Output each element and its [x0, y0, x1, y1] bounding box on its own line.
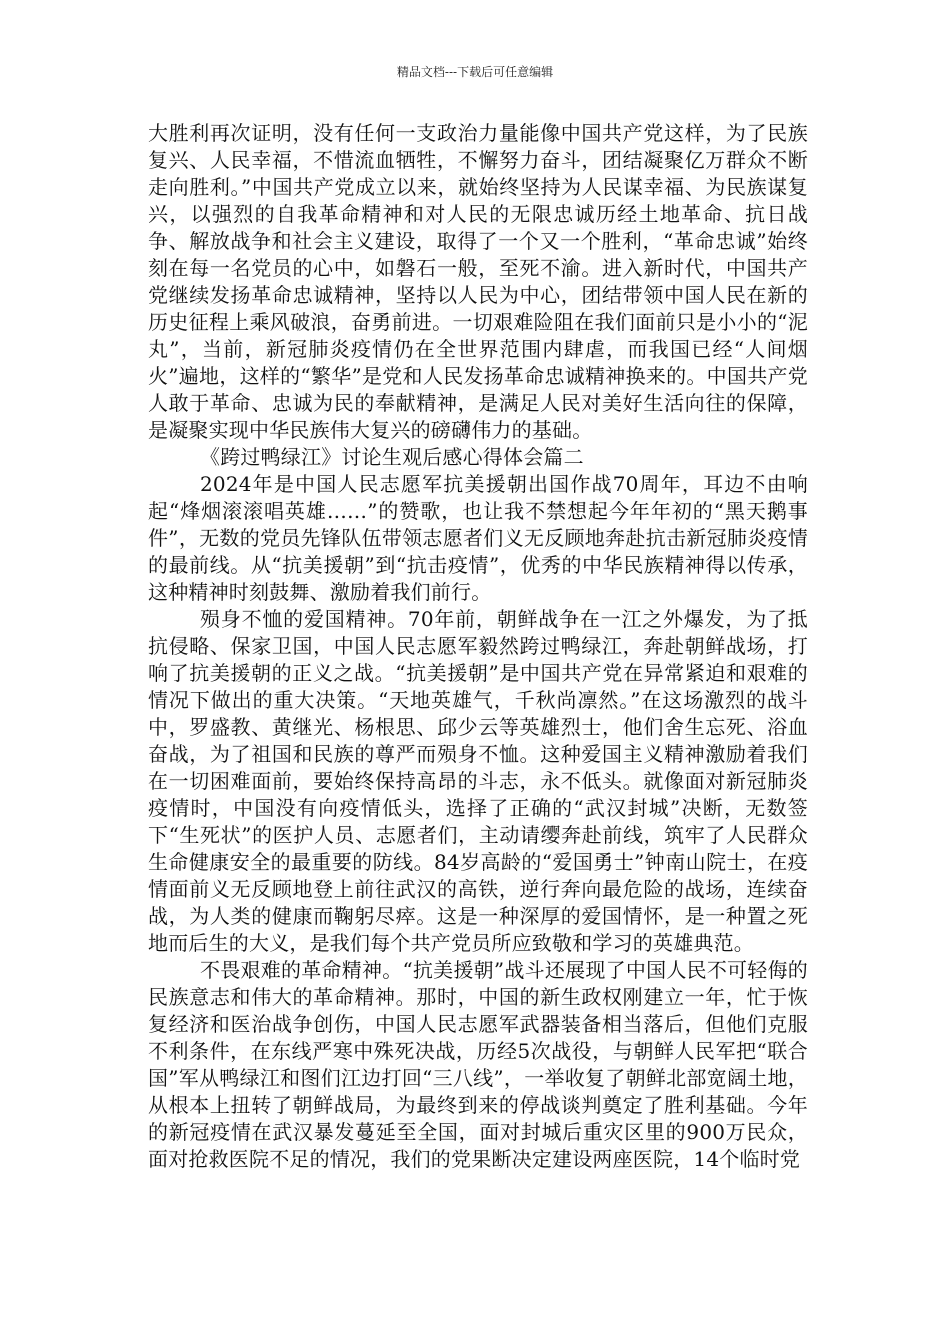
section-heading: 《跨过鸭绿江》讨论生观后感心得体会篇二 [200, 445, 584, 469]
paragraph-revolutionary-spirit: 不畏艰难的革命精神。“抗美援朝”战斗还展现了中国人民不可轻侮的民族意志和伟大的革命精神。那时，中国的新生政权刚建立一年，忙于恢复经济和医治战争创伤，中国人民志愿军武器装备相当落后，但他们克服不利条件，在东线严寒中殊死决战，历经5次战役，与朝鲜人民军把“联合国”军从鸭绿江和图们江边打回“三八线”，一举收复了朝鲜北部宽阔土地，从根本上扭转了朝鲜战局，为最终到来的停战谈判奠定了胜利基础。今年的新冠疫情在武汉暴发蔓延至全国，面对封城后重灾区里的900万民众，面对抢救医院不足的情况，我们的党果断决定建设两座医院，14个临时党 [148, 958, 808, 1171]
paragraph-continuation: 大胜利再次证明，没有任何一支政治力量能像中国共产党这样，为了民族复兴、人民幸福，不惜流血牺牲，不懈努力奋斗，团结凝聚亿万群众不断走向胜利。”中国共产党成立以来，就始终坚持为人民谋幸福、为民族谋复兴，以强烈的自我革命精神和对人民的无限忠诚历经土地革命、抗日战争、解放战争和社会主义建设，取得了一个又一个胜利，“革命忠诚”始终刻在每一名党员的心中，如磐石一般，至死不渝。进入新时代，中国共产党继续发扬革命忠诚精神，坚持以人民为中心，团结带领中国人民在新的历史征程上乘风破浪，奋勇前进。一切艰难险阻在我们面前只是小小的“泥丸”，当前，新冠肺炎疫情仍在全世界范围内肆虐，而我国已经“人间烟火”遍地，这样的“繁华”是党和人民发扬革命忠诚精神换来的。中国共产党人敢于革命、忠诚为民的奉献精神，是满足人民对美好生活向往的保障，是凝聚实现中华民族伟大复兴的磅礴伟力的基础。 [148, 121, 808, 442]
page-header: 精品文档---下载后可任意编辑 [396, 65, 554, 79]
document-body [148, 120, 808, 1173]
paragraph-patriotic-spirit: 殒身不恤的爱国精神。70年前，朝鲜战争在一江之外爆发，为了抵抗侵略、保家卫国，中国人民志愿军毅然跨过鸭绿江，奔赴朝鲜战场，打响了抗美援朝的正义之战。“抗美援朝”是中国共产党在异常紧迫和艰难的情况下做出的重大决策。“天地英雄气，千秋尚凛然。”在这场激烈的战斗中，罗盛教、黄继光、杨根思、邱少云等英雄烈士，他们舍生忘死、浴血奋战，为了祖国和民族的尊严而殒身不恤。这种爱国主义精神激励着我们在一切困难面前，要始终保持高昂的斗志，永不低头。就像面对新冠肺炎疫情时，中国没有向疫情低头，选择了正确的“武汉封城”决断，无数签下“生死状”的医护人员、志愿者们，主动请缨奔赴前线，筑牢了人民群众生命健康安全的最重要的防线。84岁高龄的“爱国勇士”钟南山院士，在疫情面前义无反顾地登上前往武汉的高铁，逆行奔向最危险的战场，连续奋战，为人类的健康而鞠躬尽瘁。这是一种深厚的爱国情怀，是一种置之死地而后生的大义，是我们每个共产党员所应致敬和学习的英雄典范。 [148, 607, 808, 955]
paragraph-intro: 2024年是中国人民志愿军抗美援朝出国作战70周年，耳边不由响起“烽烟滚滚唱英雄……”的赞歌，也让我不禁想起今年年初的“黑天鹅事件”，无数的党员先锋队伍带领志愿者们义无反顾地奔赴抗击新冠肺炎疫情的最前线。从“抗美援朝”到“抗击疫情”，优秀的中华民族精神得以传承，这种精神时刻鼓舞、激励着我们前行。 [148, 472, 808, 604]
